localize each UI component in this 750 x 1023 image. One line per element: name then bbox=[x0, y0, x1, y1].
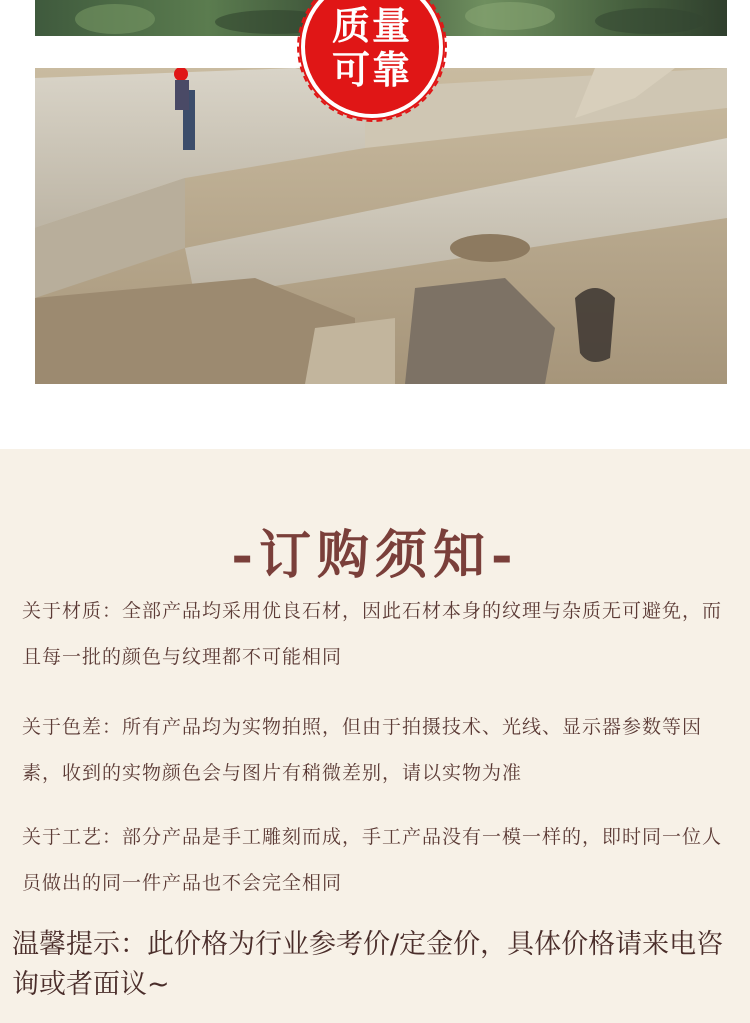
badge-line-2: 可靠 bbox=[331, 48, 412, 92]
price-hint: 温馨提示：此价格为行业参考价/定金价，具体价格请来电咨询或者面议~ bbox=[12, 929, 724, 1000]
notice-color-difference: 关于色差：所有产品均为实物拍照，但由于拍摄技术、光线、显示器参数等因素，收到的实物颜色会与图片有稍微差别，请以实物为准 bbox=[22, 716, 703, 784]
badge-text bbox=[305, 4, 439, 92]
notice-material: 关于材质：全部产品均采用优良石材，因此石材本身的纹理与杂质无可避免，而且每一批的颜色与纹理都不可能相同 bbox=[22, 600, 723, 668]
notice-title: -订购须知- bbox=[231, 525, 519, 586]
notice-craftsmanship: 关于工艺：部分产品是手工雕刻而成，手工产品没有一模一样的，即时同一位人员做出的同一件产品也不会完全相同 bbox=[22, 826, 723, 894]
badge-line-1: 质量 bbox=[331, 4, 412, 48]
quality-badge bbox=[297, 0, 447, 118]
